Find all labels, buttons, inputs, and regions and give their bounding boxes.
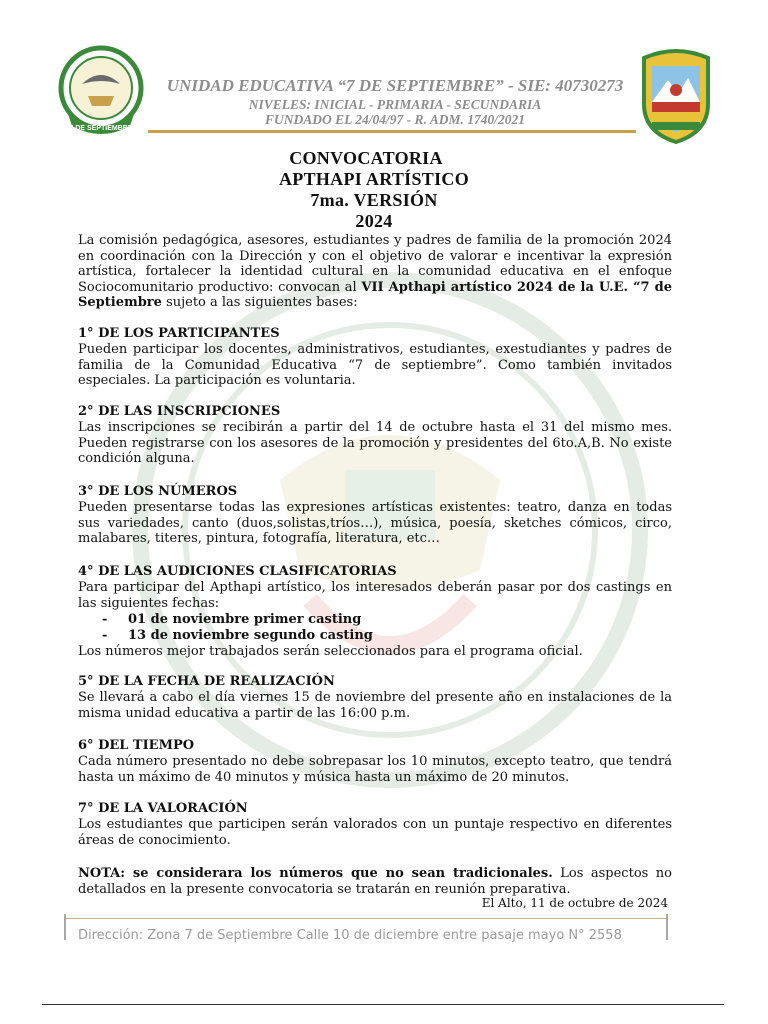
intro-paragraph [78,233,672,311]
section-heading-participants: 1° DE LOS PARTICIPANTES [78,326,280,341]
levels-line: NIVELES: INICIAL - PRIMARIA - SECUNDARIA [248,97,542,112]
section-body-date: Se llevará a cabo el día viernes 15 de noviembre del presente año en instalaciones de la misma unidad educativa a partir de las 16:00 p.m. [78,690,672,721]
section-heading-time: 6° DEL TIEMPO [78,738,195,753]
page-bottom-rule [42,1004,724,1005]
section-body-numbers: Pueden presentarse todas las expresiones artísticas existentes: teatro, danza en todas sus variedades, canto (duos,solistas,tríos…), música, poesía, sketches cómicos, circo, malabares, titeres, pintura, fotografía, literatura, etc… [78,500,672,547]
note-rest: Los aspectos no detallados en la presente convocatoria se tratarán en reunión preparativa. [78,866,672,897]
note-paragraph [78,866,672,897]
title-line-3: 7ma. VERSIÓN [310,190,438,210]
title-line-4: 2024 [355,211,393,231]
note-bold: NOTA: se considerara los números que no sean tradicionales. [78,866,553,881]
section-heading-evaluation: 7° DE LA VALORACIÓN [78,801,248,816]
school-name-line: UNIDAD EDUCATIVA “7 DE SEPTIEMBRE” - SIE: 40730273 [166,76,624,95]
signing-date: El Alto, 11 de octubre de 2024 [481,896,668,910]
list-item: - 01 de noviembre primer casting [102,612,362,627]
school-logo-left [58,44,144,138]
founded-line: FUNDADO EL 24/04/97 - R. ADM. 1740/2021 [264,112,525,127]
section-body-auditions: Para participar del Apthapi artístico, los interesados deberán pasar por dos castings en las siguientes fechas: [78,580,672,611]
intro-event-name: VII Apthapi artístico 2024 de la U.E. “7 de Septiembre [78,279,673,311]
section-body-evaluation: Los estudiantes que participen serán valorados con un puntaje respectivo en diferentes áreas de conocimiento. [78,817,672,848]
section-closing-auditions: Los números mejor trabajados serán seleccionados para el programa oficial. [78,644,583,659]
casting-date-1: 01 de noviembre primer casting [128,612,362,627]
section-heading-numbers: 3° DE LOS NÚMEROS [78,484,238,499]
footer-address: Dirección: Zona 7 de Septiembre Calle 10 de diciembre entre pasaje mayo N° 2558 [78,928,622,943]
left-logo-text: 7 DE SEPTIEMBRE [69,125,133,132]
header-rule [148,130,636,133]
section-heading-inscriptions: 2° DE LAS INSCRIPCIONES [78,404,281,419]
section-heading-auditions: 4° DE LAS AUDICIONES CLASIFICATORIAS [78,564,397,579]
footer-rule [64,918,668,919]
list-item: - 13 de noviembre segundo casting [102,628,373,643]
section-body-time: Cada número presentado no debe sobrepasar los 10 minutos, excepto teatro, que tendrá hasta un máximo de 40 minutos y música hasta un máximo de 20 minutos. [78,754,672,785]
footer-bracket-left [64,914,66,940]
section-heading-date: 5° DE LA FECHA DE REALIZACIÓN [78,674,335,689]
section-body-inscriptions: Las inscripciones se recibirán a partir del 14 de octubre hasta el 31 del mismo mes. Pueden registrarse con los asesores de la promoción y presidentes del 6to.A,B. No existe condición alguna. [78,420,672,467]
casting-date-2: 13 de noviembre segundo casting [128,628,373,643]
footer-bracket-right [666,914,668,940]
intro-tail: sujeto a las siguientes bases: [161,295,358,311]
intro-text: La comisión pedagógica, asesores, estudiantes y padres de familia de la promoción 2024 en coordinación con la Dirección y con el objetivo de valorar e incentivar la expresión artística, fortalecer la identidad cultural en la comunidad educativa en el enfoque Sociocomunitario productivo: convocan al [78,233,672,295]
title-line-1: CONVOCATORIA [289,148,443,168]
title-line-2: APTHAPI ARTÍSTICO [278,169,469,189]
section-body-participants: Pueden participar los docentes, administrativos, estudiantes, exestudiantes y padres de familia de la Comunidad Educativa “7 de septiembre”. Como también invitados especiales. La participación es voluntaria. [78,342,672,389]
